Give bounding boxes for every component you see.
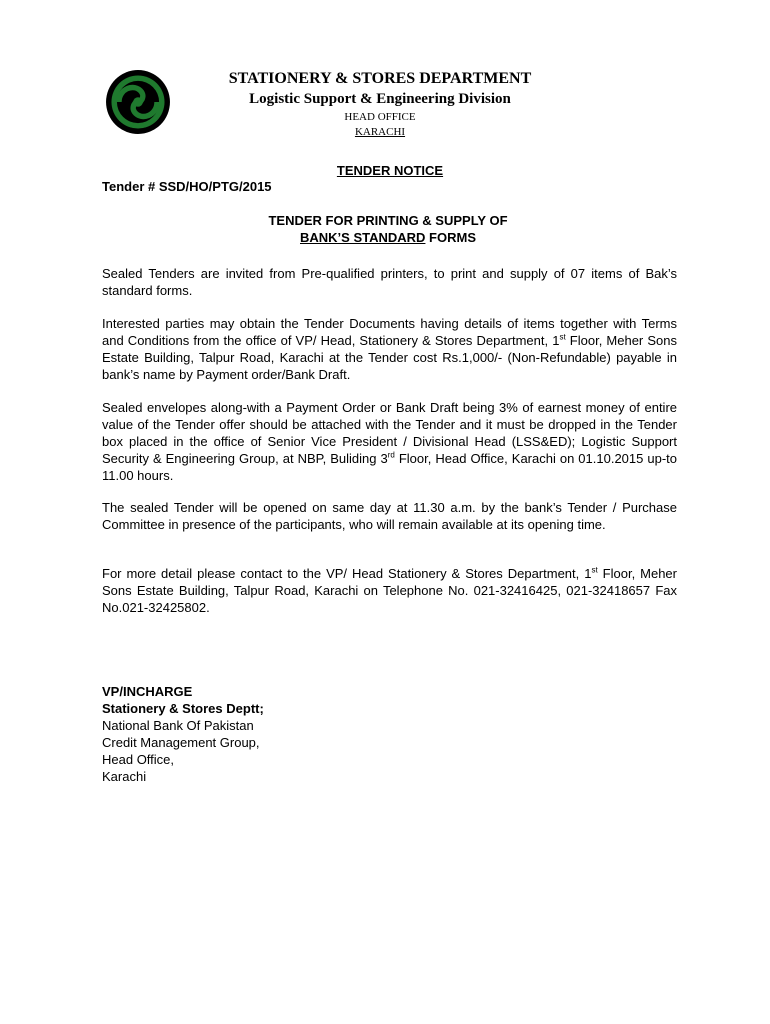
department-heading: STATIONERY & STORES DEPARTMENT bbox=[228, 70, 532, 87]
paragraph-invitation: Sealed Tenders are invited from Pre-qualified printers, to print and supply of 07 items of Bak’s standard forms. bbox=[102, 266, 677, 298]
paragraph-envelopes bbox=[102, 399, 677, 484]
subject-line-2 bbox=[200, 230, 576, 245]
signature-title: VP/INCHARGE bbox=[102, 684, 193, 699]
office-heading: HEAD OFFICE bbox=[344, 111, 416, 123]
signature-city: Karachi bbox=[102, 769, 147, 784]
signature-bank: National Bank Of Pakistan bbox=[102, 718, 254, 733]
p5-text-a: For more detail please contact to the VP/ Head Stationery & Stores Department, 1 bbox=[102, 566, 592, 581]
p3-superscript: rd bbox=[387, 450, 395, 460]
subject-rest: FORMS bbox=[425, 230, 476, 245]
p5-text-b: Floor, Meher Sons Estate Building, Talpur Road, Karachi on Telephone No. 021-32416425, 021-32418657 Fax No.021-32425802. bbox=[102, 566, 677, 615]
p2-superscript: st bbox=[559, 332, 566, 342]
p5-superscript: st bbox=[591, 565, 598, 575]
signature-dept: Stationery & Stores Deptt; bbox=[102, 701, 264, 716]
subject-line-1: TENDER FOR PRINTING & SUPPLY OF bbox=[268, 213, 508, 228]
p2-text-b: Floor, Meher Sons Estate Building, Talpur Road, Karachi at the Tender cost Rs.1,000/- (Non-Refundable) payable in bank’s name by Payment order/Bank Draft. bbox=[102, 333, 678, 382]
city-heading: KARACHI bbox=[354, 126, 406, 138]
p3-text-a: Sealed envelopes along-with a Payment Order or Bank Draft being 3% of earnest money of entire value of the Tender offer should be attached with the Tender and it must be dropped in the Tender box placed in the office of Senior Vice President / Divisional Head (LSS&ED); Logistic Support Security & Engineering Group, at NBP, Buliding 3 bbox=[102, 400, 677, 466]
paragraph-opening: The sealed Tender will be opened on same day at 11.30 a.m. by the bank’s Tender / Purchase Committee in presence of the participants, who will remain available at its opening time. bbox=[102, 500, 677, 532]
division-heading: Logistic Support & Engineering Division bbox=[249, 91, 511, 107]
signature-office: Head Office, bbox=[102, 752, 175, 767]
notice-title: TENDER NOTICE bbox=[336, 163, 444, 178]
paragraph-contact bbox=[102, 565, 677, 616]
p3-text-b: Floor, Head Office, Karachi on 01.10.2015 up-to 11.00 hours. bbox=[102, 451, 677, 483]
signature-block bbox=[102, 683, 264, 785]
nbp-logo-icon bbox=[104, 68, 172, 136]
paragraph-documents bbox=[102, 315, 677, 383]
subject-underlined: BANK’S STANDARD bbox=[300, 230, 426, 245]
signature-group: Credit Management Group, bbox=[102, 735, 260, 750]
p2-text-a: Interested parties may obtain the Tender Documents having details of items together with Terms and Conditions from the office of VP/ Head, Stationery & Stores Department, 1 bbox=[102, 316, 677, 348]
tender-number: Tender # SSD/HO/PTG/2015 bbox=[102, 179, 272, 194]
